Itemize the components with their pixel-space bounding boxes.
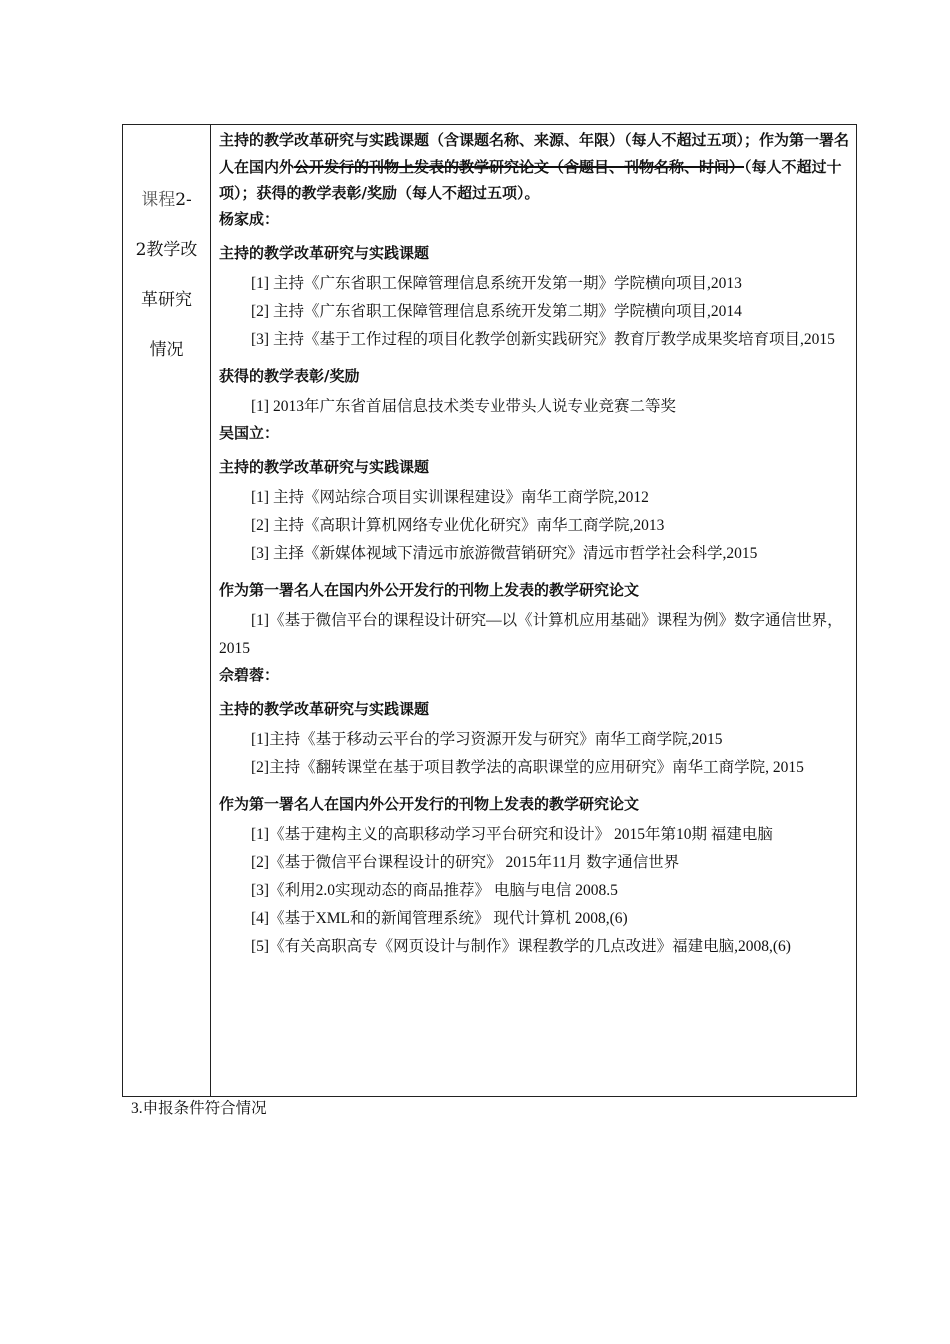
row-label-text: 情况 (149, 340, 184, 360)
section-heading-3: 3.申报条件符合情况 (131, 1100, 267, 1117)
row-label-line (123, 175, 210, 225)
section-heading: 主持的教学改革研究与实践课题 (219, 243, 430, 262)
instructions-part-2: （每人不超过十项）；获得的教学表彰/奖励（每人不超过五项）。 (219, 157, 842, 202)
row-label-prefix: 课程 (141, 190, 176, 210)
person-name: 杨家成： (219, 209, 280, 228)
list-item: [2] 主持《高职计算机网络专业优化研究》南华工商学院,2013 (251, 516, 665, 534)
list-item: [2] 主持《广东省职工保障管理信息系统开发第二期》学院横向项目,2014 (251, 302, 742, 320)
row-label-line (123, 275, 210, 325)
list-item: [1]主持《基于移动云平台的学习资源开发与研究》南华工商学院,2015 (251, 730, 723, 748)
row-label-line (123, 325, 210, 375)
item-list (219, 270, 850, 354)
item-list (219, 484, 850, 568)
instructions-text (219, 127, 850, 207)
person-block (219, 207, 850, 421)
instructions-part-1: 主持的教学改革研究与实践课题（含课题名称、来源、年限）（每人不超过五项）；作为第一署名人在国内外 (219, 131, 850, 176)
teaching-reform-table (122, 124, 857, 1097)
row-label-text: 2- (175, 190, 192, 210)
section-heading: 作为第一署名人在国内外公开发行的刊物上发表的教学研究论文 (219, 794, 640, 813)
section-heading: 作为第一署名人在国内外公开发行的刊物上发表的教学研究论文 (219, 580, 640, 599)
persons-list (219, 207, 850, 961)
item-list (219, 393, 850, 421)
list-item: [1]《基于建构主义的高职移动学习平台研究和设计》 2015年第10期 福建电脑 (251, 825, 773, 843)
section-heading: 主持的教学改革研究与实践课题 (219, 699, 430, 718)
list-item: [1] 主持《广东省职工保障管理信息系统开发第一期》学院横向项目,2013 (251, 274, 742, 292)
list-item: [3]《利用2.0实现动态的商品推荐》 电脑与电信 2008.5 (251, 881, 618, 899)
list-item: [2]《基于微信平台课程设计的研究》 2015年11月 数字通信世界 (251, 853, 680, 871)
row-label-line (123, 225, 210, 275)
item-list (219, 726, 850, 782)
row-label-cell (123, 125, 211, 1097)
instructions-struck-text: 公开发行的刊物上发表的教学研究论文（含题目、刊物名称、时间） (294, 157, 745, 176)
list-item: [3] 主持《基于工作过程的项目化教学创新实践研究》教育厅教学成果奖培育项目,2015 (251, 330, 835, 348)
section-heading: 主持的教学改革研究与实践课题 (219, 457, 430, 476)
list-item: [1] 主持《网站综合项目实训课程建设》南华工商学院,2012 (251, 488, 649, 506)
section-heading: 获得的教学表彰/奖励 (219, 366, 360, 385)
person-name: 吴国立： (219, 423, 280, 442)
list-item: [4]《基于XML和的新闻管理系统》 现代计算机 2008,(6) (251, 909, 628, 927)
list-item: [3] 主择《新媒体视域下清远市旅游微营销研究》清远市哲学社会科学,2015 (251, 544, 758, 562)
table-row (123, 125, 857, 1097)
list-item: [5]《有关高职高专《网页设计与制作》课程教学的几点改进》福建电脑,2008,(6) (251, 937, 791, 955)
person-block (219, 421, 850, 663)
row-label (123, 125, 210, 375)
list-item: [1] 2013年广东省首届信息技术类专业带头人说专业竞赛二等奖 (251, 397, 676, 415)
item-list (219, 821, 850, 961)
list-item: [2]主持《翻转课堂在基于项目教学法的高职课堂的应用研究》南华工商学院, 2015 (251, 758, 804, 776)
row-label-text: 革研究 (141, 290, 192, 310)
person-name: 佘碧蓉： (219, 665, 280, 684)
item-list (219, 607, 850, 663)
row-content-cell (211, 125, 857, 1097)
list-item: [1]《基于微信平台的课程设计研究—以《计算机应用基础》课程为例》数字通信世界，2015 (219, 611, 843, 657)
person-block (219, 663, 850, 961)
row-label-text: 2教学改 (135, 240, 198, 260)
